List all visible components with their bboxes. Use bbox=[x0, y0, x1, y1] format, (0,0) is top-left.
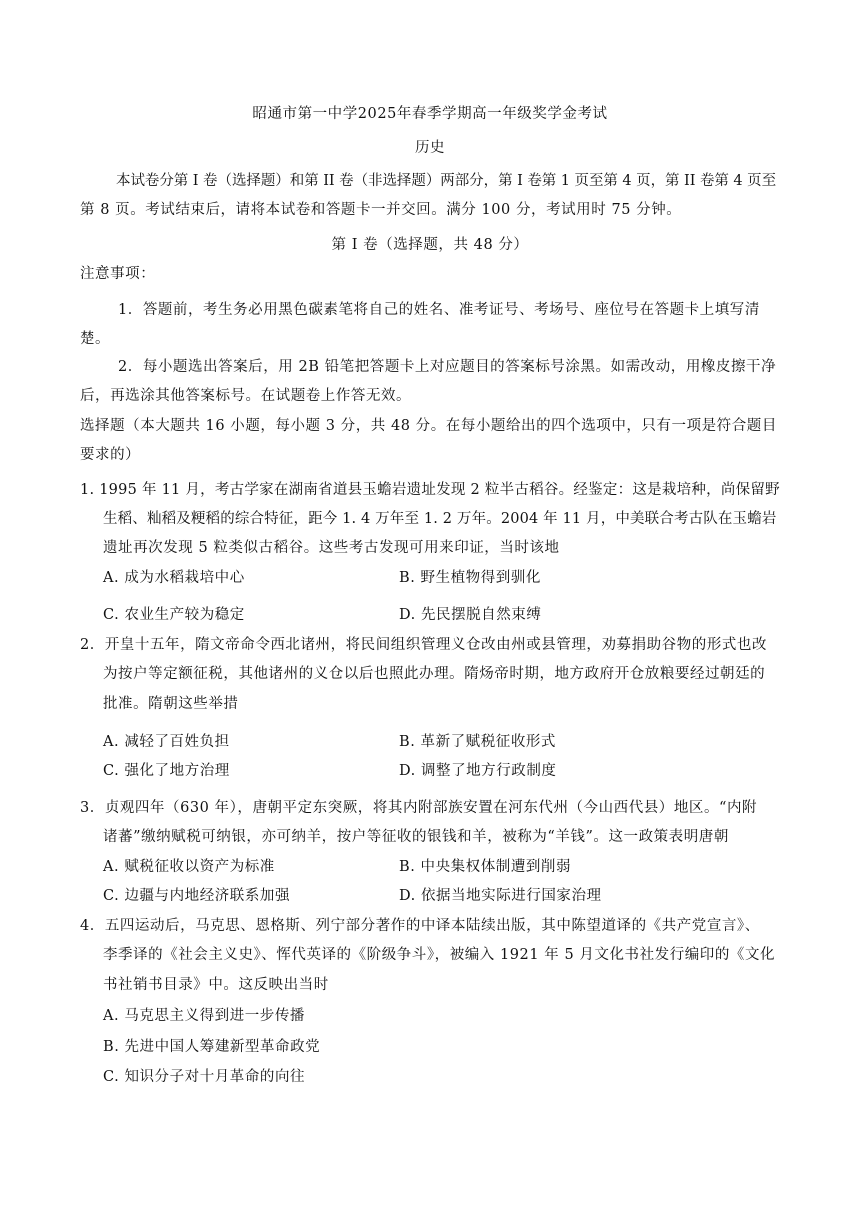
question-4-line-3: 书社销书目录》中。这反映出当时 bbox=[103, 977, 329, 993]
question-1-option-b: B. 野生植物得到驯化 bbox=[399, 570, 541, 586]
question-1-line-3: 遗址再次发现 5 粒类似古稻谷。这些考古发现可用来印证，当时该地 bbox=[103, 540, 560, 556]
question-3-line-2: 诸蕃”缴纳赋税可纳银，亦可纳羊，按户等征收的银钱和羊，被称为“羊钱”。这一政策表明唐朝 bbox=[103, 829, 729, 845]
question-2-option-d: D. 调整了地方行政制度 bbox=[399, 763, 557, 779]
question-3-option-a: A. 赋税征收以资产为标准 bbox=[103, 859, 275, 875]
section-line-1: 选择题（本大题共 16 小题，每小题 3 分，共 48 分。在每小题给出的四个选项中，只有一项是符合题目 bbox=[80, 418, 777, 434]
question-2-line-3: 批准。隋朝这些举措 bbox=[103, 696, 239, 712]
intro-line-2: 第 8 页。考试结束后，请将本试卷和答题卡一并交回。满分 100 分，考试用时 75 分钟。 bbox=[80, 202, 682, 218]
question-3-option-d: D. 依据当地实际进行国家治理 bbox=[399, 888, 602, 904]
question-1-option-c: C. 农业生产较为稳定 bbox=[103, 607, 245, 623]
question-4-line-1: 4．五四运动后，马克思、恩格斯、列宁部分著作的中译本陆续出版，其中陈望道译的《共产党宣言》、 bbox=[80, 918, 760, 934]
question-1-option-a: A. 成为水稻栽培中心 bbox=[103, 570, 245, 586]
question-1-line-1: 1. 1995 年 11 月，考古学家在湖南省道县玉蟾岩遗址发现 2 粒半古稻谷。经鉴定：这是栽培种，尚保留野 bbox=[80, 482, 780, 498]
note-1-line-1: 1．答题前，考生务必用黑色碳素笔将自己的姓名、准考证号、考场号、座位号在答题卡上填写清 bbox=[118, 302, 760, 318]
subject-title: 历史 bbox=[414, 140, 446, 156]
question-2-option-b: B. 革新了赋税征收形式 bbox=[399, 734, 556, 750]
note-2-line-2: 后，再选涂其他答案标号。在试题卷上作答无效。 bbox=[80, 388, 412, 404]
question-2-option-a: A. 减轻了百姓负担 bbox=[103, 734, 230, 750]
part1-heading: 第 I 卷（选择题，共 48 分） bbox=[331, 237, 529, 253]
question-2-option-c: C. 强化了地方治理 bbox=[103, 763, 230, 779]
question-2-line-1: 2．开皇十五年，隋文帝命令西北诸州，将民间组织管理义仓改由州或县管理，劝募捐助谷物的形式也改 bbox=[80, 637, 768, 653]
section-line-2: 要求的） bbox=[80, 447, 141, 463]
question-4-option-a: A. 马克思主义得到进一步传播 bbox=[103, 1008, 305, 1024]
intro-line-1: 本试卷分第 I 卷（选择题）和第 II 卷（非选择题）两部分，第 I 卷第 1 页至第 4 页，第 II 卷第 4 页至 bbox=[116, 173, 777, 189]
question-3-option-c: C. 边疆与内地经济联系加强 bbox=[103, 888, 290, 904]
exam-title: 昭通市第一中学2025年春季学期高一年级奖学金考试 bbox=[252, 106, 608, 122]
question-3-option-b: B. 中央集权体制遭到削弱 bbox=[399, 859, 572, 875]
question-1-line-2: 生稻、籼稻及粳稻的综合特征，距今 1. 4 万年至 1. 2 万年。2004 年 11 月，中美联合考古队在玉蟾岩 bbox=[103, 511, 777, 527]
question-3-line-1: 3．贞观四年（630 年），唐朝平定东突厥，将其内附部族安置在河东代州（今山西代县）地区。“内附 bbox=[80, 800, 758, 816]
question-4-line-2: 李季译的《社会主义史》、恽代英译的《阶级争斗》，被编入 1921 年 5 月文化书社发行编印的《文化 bbox=[103, 947, 776, 963]
question-1-option-d: D. 先民摆脱自然束缚 bbox=[399, 607, 542, 623]
question-4-option-c: C. 知识分子对十月革命的向往 bbox=[103, 1069, 306, 1085]
note-2-line-1: 2．每小题选出答案后，用 2B 铅笔把答题卡上对应题目的答案标号涂黑。如需改动，用橡皮擦干净 bbox=[118, 359, 777, 375]
question-2-line-2: 为按户等定额征税，其他诸州的义仓以后也照此办理。隋炀帝时期，地方政府开仓放粮要经过朝廷的 bbox=[103, 666, 766, 682]
notes-label: 注意事项： bbox=[80, 266, 156, 282]
note-1-line-2: 楚。 bbox=[80, 331, 111, 347]
question-4-option-b: B. 先进中国人筹建新型革命政党 bbox=[103, 1039, 321, 1055]
